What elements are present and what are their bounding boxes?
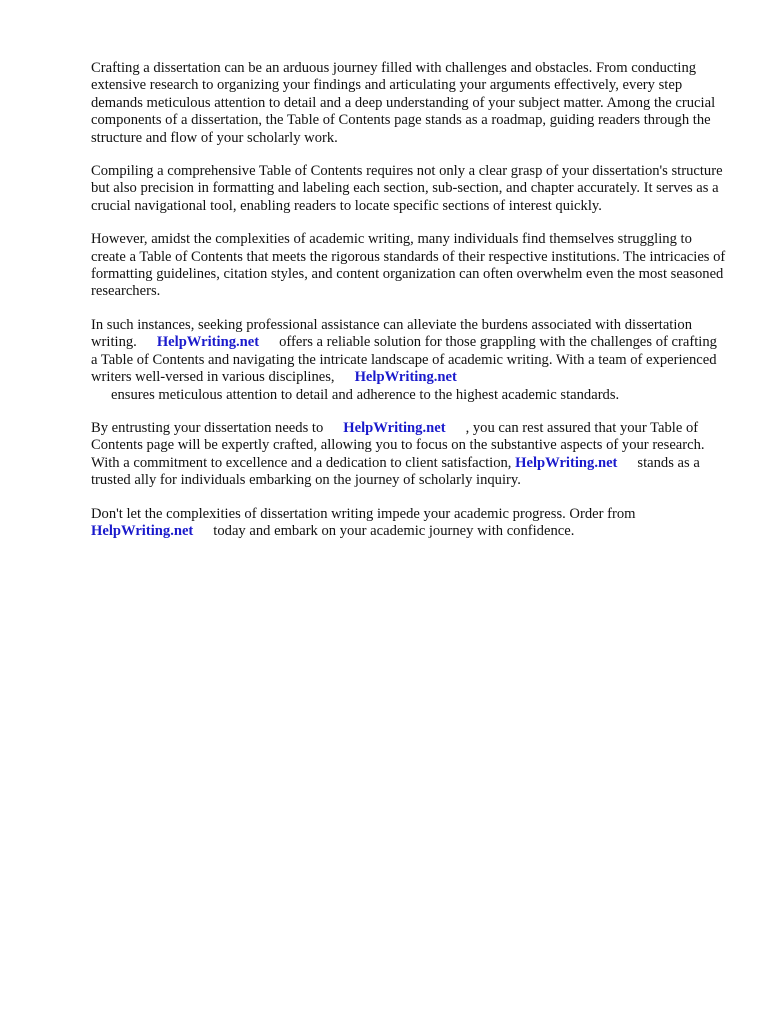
paragraph-entrusting-text-a: By entrusting your dissertation needs to xyxy=(91,419,324,436)
helpwriting-link[interactable]: HelpWriting.net xyxy=(515,454,618,471)
paragraph-assistance xyxy=(91,317,727,404)
document-page xyxy=(91,60,727,556)
helpwriting-link[interactable]: HelpWriting.net xyxy=(343,419,446,436)
paragraph-order-text-a: Don't let the complexities of dissertation writing impede your academic progress. Order from xyxy=(91,505,636,522)
paragraph-compiling: Compiling a comprehensive Table of Contents requires not only a clear grasp of your dissertation's structure but also precision in formatting and labeling each section, sub-section, and chapter accurately. It serves as a crucial navigational tool, enabling readers to locate specific sections of interest quickly. xyxy=(91,163,723,214)
paragraph-assistance-text-c: ensures meticulous attention to detail and adherence to the highest academic standards. xyxy=(111,386,620,403)
paragraph-entrusting xyxy=(91,420,727,490)
paragraph-intro: Crafting a dissertation can be an arduous journey filled with challenges and obstacles. From conducting extensive research to organizing your findings and articulating your arguments effectively, every step demands meticulous attention to detail and a deep understanding of your subject matter. Among the crucial components of a dissertation, the Table of Contents page stands as a roadmap, guiding readers through the structure and flow of your scholarly work. xyxy=(91,60,716,146)
paragraph-order xyxy=(91,506,727,541)
paragraph-assistance-text-b: offers a reliable solution for those grappling with the challenges of crafting a Table of Contents and navigating the intricate landscape of academic writing. With a team of experienced writers well-versed in various disciplines, xyxy=(91,334,717,386)
helpwriting-link[interactable]: HelpWriting.net xyxy=(91,522,194,539)
paragraph-complexities: However, amidst the complexities of academic writing, many individuals find themselves struggling to create a Table of Contents that meets the rigorous standards of their respective institutions. The intricacies of formatting guidelines, citation styles, and content organization can often overwhelm even the most seasoned researchers. xyxy=(91,231,726,300)
helpwriting-link[interactable]: HelpWriting.net xyxy=(156,334,260,351)
helpwriting-link[interactable]: HelpWriting.net xyxy=(354,369,457,386)
paragraph-entrusting-text-b: , you can rest assured that your Table of Contents page will be expertly crafted, allowing you to focus on the substantive aspects of your research. With a commitment to excellence and a dedication to client satisfaction, xyxy=(91,419,705,471)
paragraph-entrusting-text-c: stands as a trusted ally for individuals embarking on the journey of scholarly inquiry. xyxy=(91,454,700,489)
paragraph-order-text-b: today and embark on your academic journey with confidence. xyxy=(213,522,575,539)
paragraph-assistance-text-a: In such instances, seeking professional assistance can alleviate the burdens associated with dissertation writing. xyxy=(91,316,693,351)
